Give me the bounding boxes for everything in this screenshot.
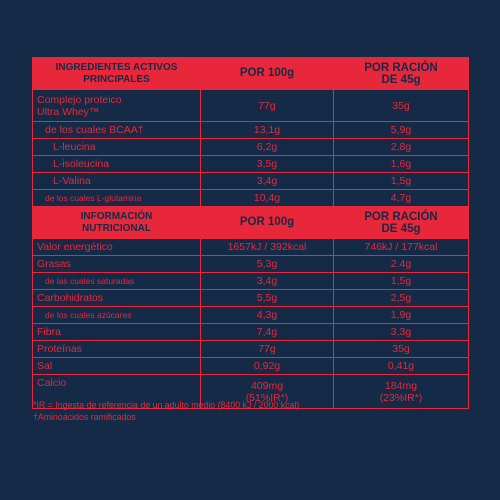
table-row-protein xyxy=(33,341,469,358)
table-row-isoleucine xyxy=(33,156,469,173)
row-label: Carbohidratos xyxy=(33,290,201,307)
row-label: Calcio xyxy=(33,375,201,409)
value-per-100g: 3,5g xyxy=(201,156,334,173)
row-label: de los cuales BCAA† xyxy=(33,122,201,139)
table-row-saturated-fat xyxy=(33,273,469,290)
value-per-serving: 1,5g xyxy=(334,273,469,290)
row-label: Proteínas xyxy=(33,341,201,358)
nutrition-info-header-label: INFORMACIÓN NUTRICIONAL xyxy=(33,207,201,239)
table-row-whey-complex xyxy=(33,90,469,122)
value-per-serving: 35g xyxy=(334,341,469,358)
value-per-serving: 1,6g xyxy=(334,156,469,173)
row-label: L-leucina xyxy=(33,139,201,156)
value-per-serving: 2,8g xyxy=(334,139,469,156)
value-per-serving: 184mg (23%IR*) xyxy=(334,375,469,409)
value-per-serving: 746kJ / 177kcal xyxy=(334,239,469,256)
value-per-100g: 13,1g xyxy=(201,122,334,139)
value-per-100g: 3,4g xyxy=(201,173,334,190)
row-label: de las cuales saturadas xyxy=(33,273,201,290)
active-ingredients-header-label: INGREDIENTES ACTIVOS PRINCIPALES xyxy=(33,58,201,90)
row-label: Fibra xyxy=(33,324,201,341)
table-row-sugars xyxy=(33,307,469,324)
footnote-reference-intake: *IR = Ingesta de referencia de un adulto medio (8400 kJ / 2000 kcal) xyxy=(33,400,300,410)
value-per-100g: 5,3g xyxy=(201,256,334,273)
per-serving-header: POR RACIÓN DE 45g xyxy=(334,207,469,239)
nutrition-table xyxy=(32,57,469,409)
table-row-valine xyxy=(33,173,469,190)
value-per-serving: 35g xyxy=(334,90,469,122)
table-row-bcaa xyxy=(33,122,469,139)
row-label: de los cuales L-glutamina xyxy=(33,190,201,207)
value-per-serving: 0,41g xyxy=(334,358,469,375)
value-per-100g: 1657kJ / 392kcal xyxy=(201,239,334,256)
table-row-leucine xyxy=(33,139,469,156)
table-row-fat xyxy=(33,256,469,273)
value-per-100g: 6,2g xyxy=(201,139,334,156)
value-per-100g: 409mg (51%IR*) xyxy=(201,375,334,409)
value-per-100g: 77g xyxy=(201,341,334,358)
value-per-serving: 2,5g xyxy=(334,290,469,307)
table-row-glutamine xyxy=(33,190,469,207)
value-per-serving: 3,3g xyxy=(334,324,469,341)
value-per-serving: 5,9g xyxy=(334,122,469,139)
value-per-100g: 10,4g xyxy=(201,190,334,207)
value-per-100g: 0,92g xyxy=(201,358,334,375)
value-per-100g: 7,4g xyxy=(201,324,334,341)
per-100g-header: POR 100g xyxy=(201,58,334,90)
value-per-serving: 1,9g xyxy=(334,307,469,324)
footnote-bcaa: †Aminoácidos ramificados xyxy=(33,412,136,422)
nutrition-info-header xyxy=(33,207,469,239)
table-row-energy xyxy=(33,239,469,256)
value-per-100g: 77g xyxy=(201,90,334,122)
row-label: Grasas xyxy=(33,256,201,273)
per-serving-header: POR RACIÓN DE 45g xyxy=(334,58,469,90)
value-per-100g: 5,5g xyxy=(201,290,334,307)
per-100g-header: POR 100g xyxy=(201,207,334,239)
value-per-serving: 1,5g xyxy=(334,173,469,190)
table-row-fiber xyxy=(33,324,469,341)
row-label: de los cuales azúcares xyxy=(33,307,201,324)
row-label: L-Valina xyxy=(33,173,201,190)
footnotes xyxy=(33,399,299,423)
table-row-salt xyxy=(33,358,469,375)
value-per-100g: 3,4g xyxy=(201,273,334,290)
value-per-serving: 4,7g xyxy=(334,190,469,207)
value-per-100g: 4,3g xyxy=(201,307,334,324)
row-label: Sal xyxy=(33,358,201,375)
row-label: Valor energético xyxy=(33,239,201,256)
active-ingredients-header xyxy=(33,58,469,90)
row-label: Complejo proteico Ultra Whey™ xyxy=(33,90,201,122)
value-per-serving: 2.4g xyxy=(334,256,469,273)
row-label: L-isoleucina xyxy=(33,156,201,173)
table-row-carbohydrates xyxy=(33,290,469,307)
